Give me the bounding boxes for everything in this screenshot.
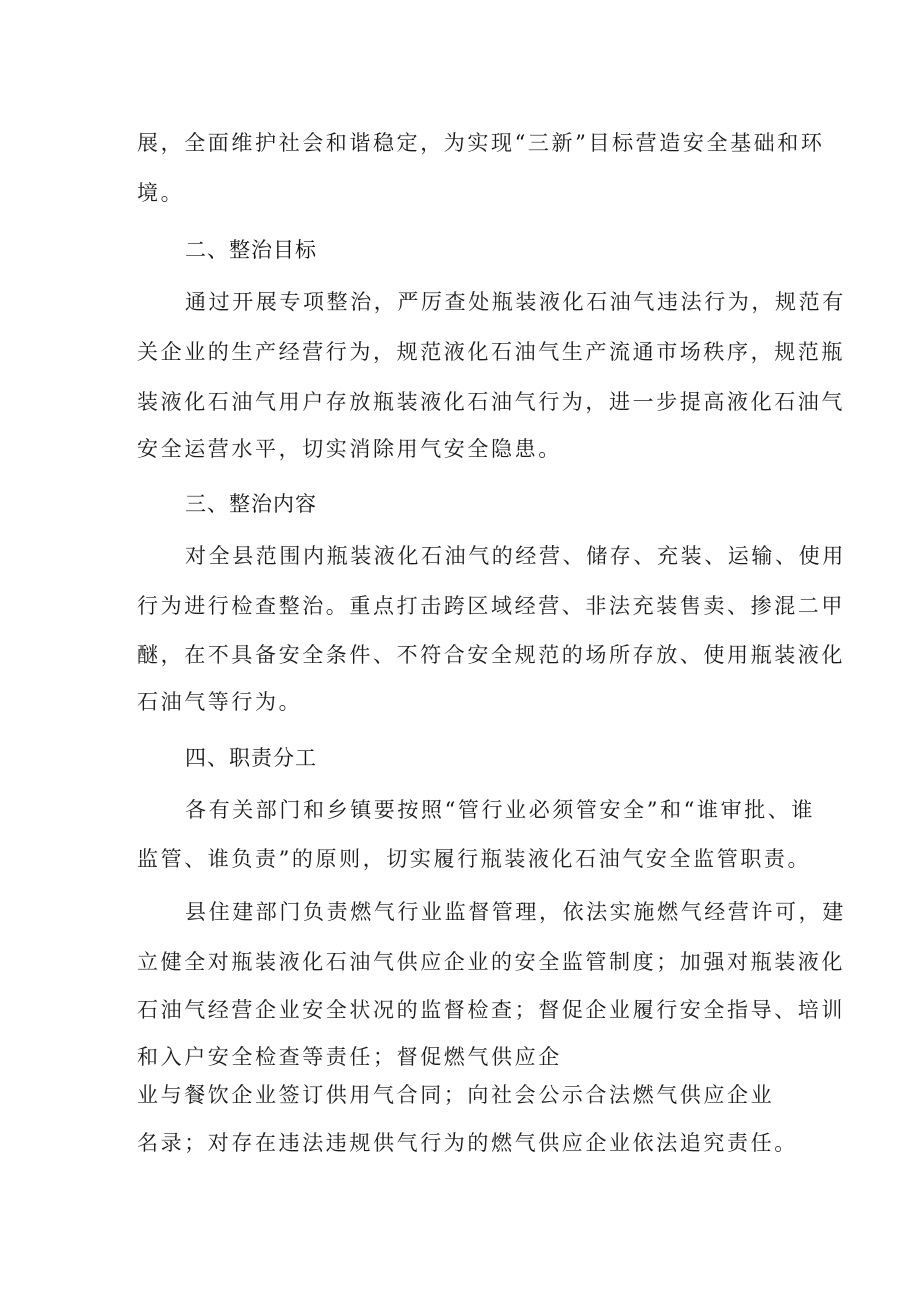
paragraph-line: 行为进行检查整治。重点打击跨区域经营、非法充装售卖、掺混二甲	[137, 594, 845, 618]
section-heading-duties: 四、职责分工	[185, 746, 317, 770]
paragraph-line: 和入户安全检查等责任；督促燃气供应企	[137, 1045, 562, 1069]
paragraph-line: 通过开展专项整治，严厉查处瓶装液化石油气违法行为，规范有	[185, 290, 846, 314]
paragraph-line: 关企业的生产经营行为，规范液化石油气生产流通市场秩序，规范瓶	[137, 340, 845, 364]
paragraph-line: 石油气经营企业安全状况的监督检查；督促企业履行安全指导、培训	[137, 998, 845, 1022]
paragraph-line: 业与餐饮企业签订供用气合同；向社会公示合法燃气供应企业	[137, 1083, 775, 1107]
paragraph-line: 展，全面维护社会和谐稳定，为实现“三新”目标营造安全基础和环	[137, 131, 825, 155]
section-heading-content: 三、整治内容	[185, 492, 317, 516]
paragraph-line: 对全县范围内瓶装液化石油气的经营、储存、充装、运输、使用	[185, 544, 846, 568]
section-heading-goals: 二、整治目标	[185, 238, 317, 262]
paragraph-line: 监管、谁负责”的原则，切实履行瓶装液化石油气安全监管职责。	[137, 847, 812, 871]
paragraph-line: 各有关部门和乡镇要按照“管行业必须管安全”和“谁审批、谁	[185, 798, 816, 822]
paragraph-line: 境。	[137, 181, 185, 205]
paragraph-line: 县住建部门负责燃气行业监督管理，依法实施燃气经营许可，建	[185, 900, 846, 924]
paragraph-line: 石油气等行为。	[137, 690, 303, 714]
paragraph-line: 名录；对存在违法违规供气行为的燃气供应企业依法追究责任。	[137, 1131, 798, 1155]
paragraph-line: 装液化石油气用户存放瓶装液化石油气行为，进一步提高液化石油气	[137, 390, 845, 414]
paragraph-line: 安全运营水平，切实消除用气安全隐患。	[137, 437, 562, 461]
paragraph-line: 醚，在不具备安全条件、不符合安全规范的场所存放、使用瓶装液化	[137, 643, 845, 667]
paragraph-line: 立健全对瓶装液化石油气供应企业的安全监管制度；加强对瓶装液化	[137, 950, 845, 974]
